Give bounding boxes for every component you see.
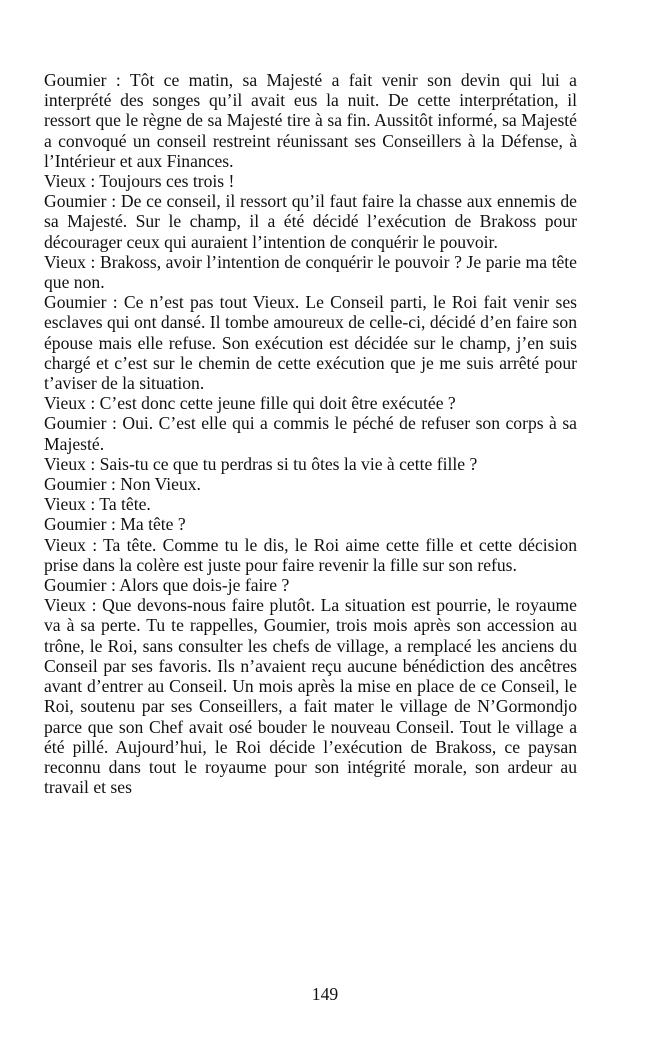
paragraph-vieux-1: Vieux : Toujours ces trois !: [44, 171, 235, 192]
page-body: [44, 70, 577, 797]
paragraph-vieux-4: Vieux : Sais-tu ce que tu perdras si tu ôtes la vie à cette fille ?: [44, 453, 478, 474]
paragraph-goumier-6: Goumier : Ma tête ?: [44, 514, 186, 535]
paragraph-vieux-6: Vieux : Ta tête. Comme tu le dis, le Roi aime cette fille et cette décision prise dans la colère est juste pour faire revenir la fille sur son refus.: [44, 534, 577, 575]
paragraph-goumier-4: Goumier : Oui. C’est elle qui a commis le péché de refuser son corps à sa Majesté.: [44, 413, 577, 454]
page-number: 149: [311, 984, 339, 1004]
paragraph-vieux-2: Vieux : Brakoss, avoir l’intention de conquérir le pouvoir ? Je parie ma tête que non.: [44, 251, 577, 293]
paragraph-goumier-3: Goumier : Ce n’est pas tout Vieux. Le Conseil parti, le Roi fait venir ses esclaves qui ont dansé. Il tombe amoureux de celle-ci, décidé d’en faire son épouse mais elle refuse. Son exécution est décidée sur le champ, j’en suis chargé et c’est sur le chemin de cette exécution que je me suis arrêté pour t’aviser de la situation.: [44, 292, 577, 394]
paragraph-goumier-7: Goumier : Alors que dois-je faire ?: [44, 575, 290, 596]
paragraph-vieux-7: Vieux : Que devons-nous faire plutôt. La situation est pourrie, le royaume va à sa perte. Tu te rappelles, Goumier, trois mois après son accession au trône, le Roi, sans consulter les chefs de village, a remplacé les anciens du Conseil par ses favoris. Ils n’avaient reçu aucune bénédiction des ancêtres avant d’entrer au Conseil. Un mois après la mise en place de ce Conseil, le Roi, soutenu par ses Conseillers, a fait mater le village de N’Gormondjo parce que son Chef avait osé bouder le nouveau Conseil. Tout le village a été pillé. Aujourd’hui, le Roi décide l’exécution de Brakoss, ce paysan reconnu dans tout le royaume pour son intégrité morale, son ardeur au travail et ses: [44, 595, 577, 798]
paragraph-vieux-5: Vieux : Ta tête.: [44, 494, 151, 515]
paragraph-goumier-5: Goumier : Non Vieux.: [44, 474, 201, 495]
paragraph-goumier-1: Goumier : Tôt ce matin, sa Majesté a fait venir son devin qui lui a interprété des songes qu’il avait eus la nuit. De cette interprétation, il ressort que le règne de sa Majesté tire à sa fin. Aussitôt informé, sa Majesté a convoqué un conseil restreint réunissant ses Conseillers à la Défense, à l’Intérieur et aux Finances.: [44, 70, 577, 171]
paragraph-vieux-3: Vieux : C’est donc cette jeune fille qui doit être exécutée ?: [44, 393, 456, 414]
paragraph-goumier-2: Goumier : De ce conseil, il ressort qu’il faut faire la chasse aux ennemis de sa Majesté. Sur le champ, il a été décidé l’exécution de Brakoss pour décourager ceux qui auraient l’intention de conquérir le pouvoir.: [44, 191, 577, 252]
